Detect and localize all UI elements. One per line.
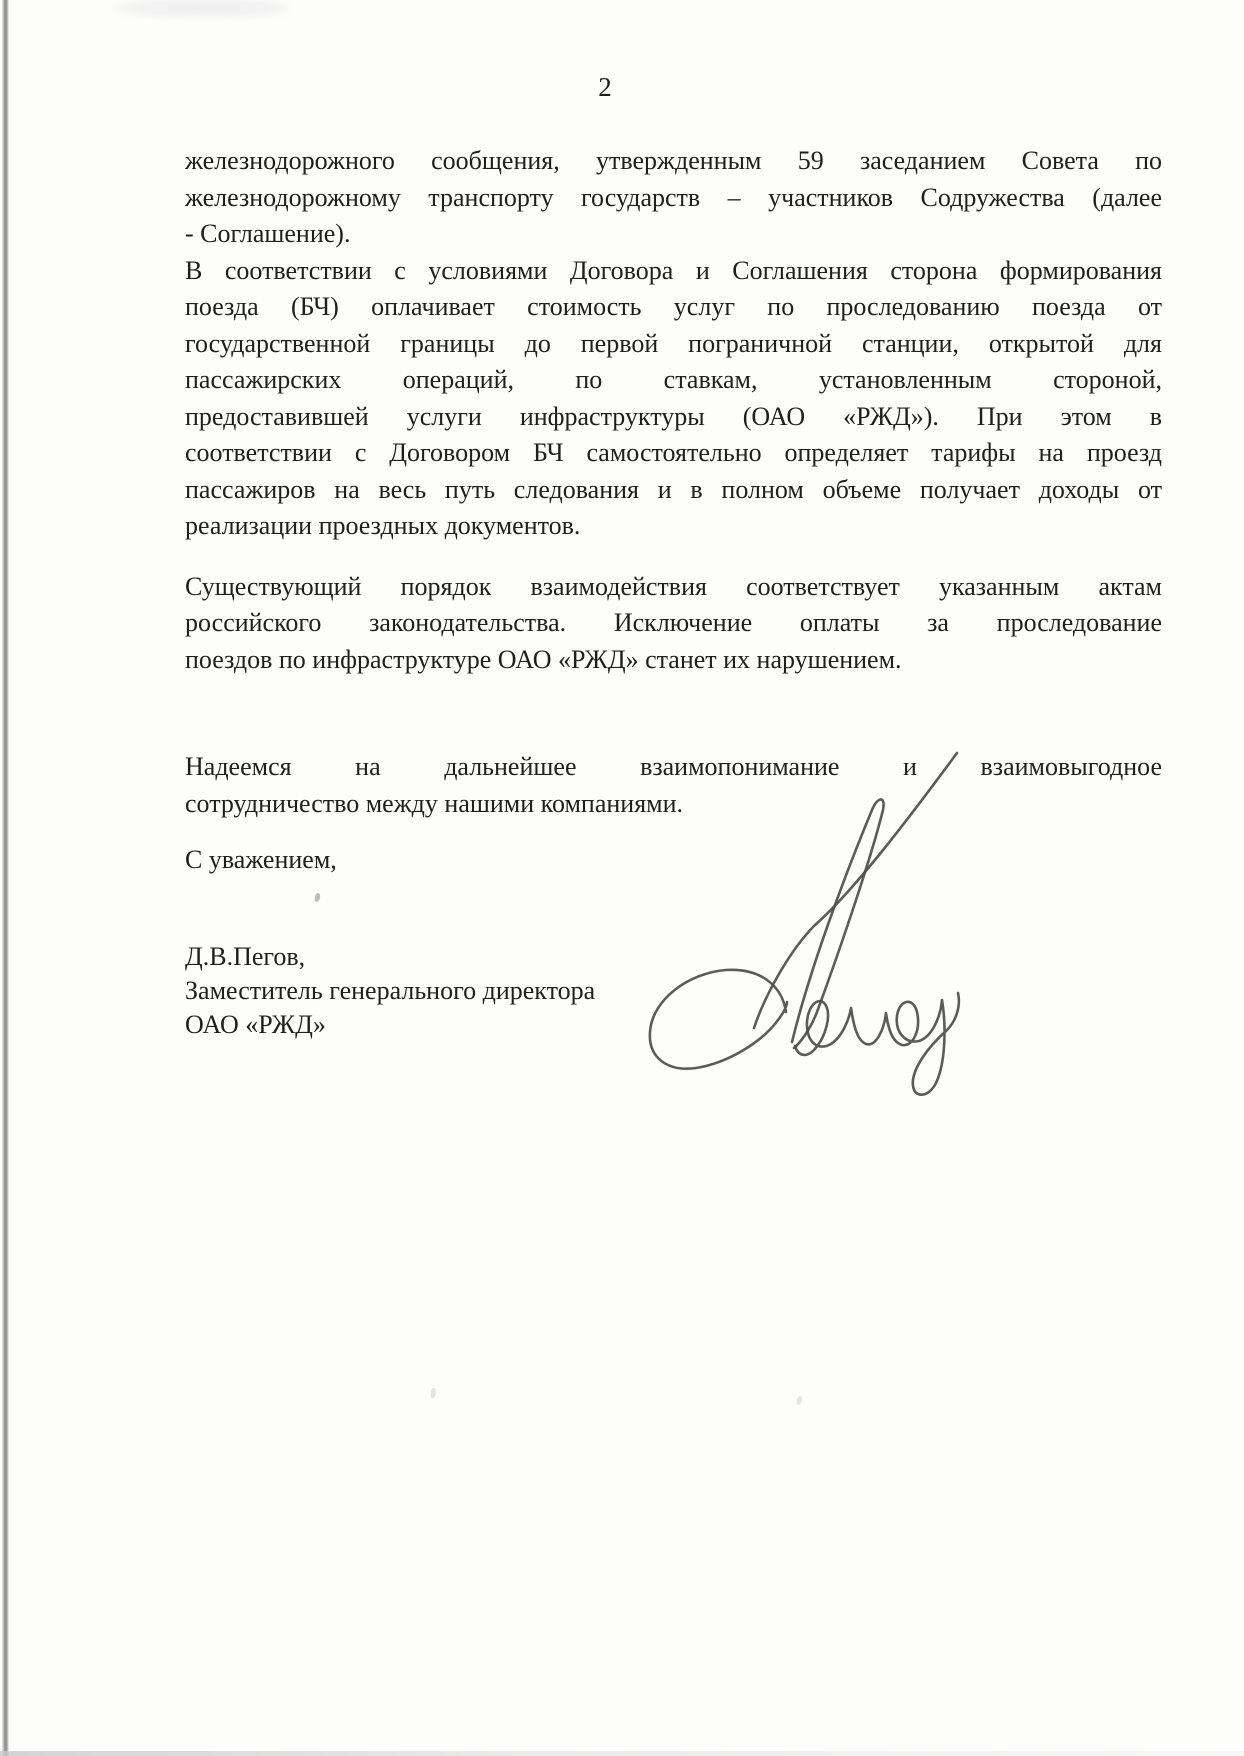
page-number: 2 (598, 72, 612, 102)
paragraph-line: железнодорожному транспорту государств – участников Содружества (далее (185, 182, 1162, 212)
paragraph-line: железнодорожного сообщения, утвержденным 59 заседанием Совета по (185, 146, 1162, 175)
closing-salutation: С уважением, (185, 845, 337, 874)
paragraph-line: пассажиров на весь путь следования и в полном объеме получает доходы от (185, 474, 1162, 504)
paragraph-line: поездов по инфраструктуре ОАО «РЖД» станет их нарушением. (185, 644, 902, 674)
paragraph-line: предоставившей услуги инфраструктуры (ОАО «РЖД»). При этом в (185, 401, 1162, 431)
paragraph-line: пассажирских операций, по ставкам, установленным стороной, (185, 365, 1162, 394)
paragraph-line: реализации проездных документов. (185, 511, 581, 540)
scan-speck (430, 1388, 437, 1399)
paragraph-line: российского законодательства. Исключение оплаты за проследование (185, 608, 1162, 637)
handwritten-signature-icon (640, 740, 970, 1110)
paragraph-existing-order (185, 569, 1162, 679)
signatory-title: Заместитель генерального директора (185, 975, 596, 1005)
paragraph-line: соответствии с Договором БЧ самостоятельно определяет тарифы на проезд (185, 438, 1162, 467)
scan-smudge (118, 0, 288, 16)
paragraph-payment-terms (185, 253, 1162, 545)
scan-speck (796, 1395, 803, 1405)
paragraph-line: государственной границы до первой пограничной станции, открытой для (185, 328, 1162, 358)
paragraph-line: В соответствии с условиями Договора и Соглашения сторона формирования (185, 255, 1162, 285)
scan-left-edge-line (2, 0, 9, 1756)
paragraph-agreement-continuation (185, 143, 1162, 253)
paragraph-line: Надеемся на дальнейшее взаимопонимание и взаимовыгодное (185, 752, 1162, 781)
signatory-company: ОАО «РЖД» (185, 1009, 326, 1039)
paragraph-line: поезда (БЧ) оплачивает стоимость услуг по проследованию поезда от (185, 292, 1162, 321)
paragraph-line: сотрудничество между нашими компаниями. (185, 788, 684, 818)
signatory-name: Д.В.Пегов, (185, 941, 306, 971)
paragraph-line: - Соглашение). (185, 219, 351, 248)
scan-bottom-edge-line (0, 1751, 1244, 1756)
paragraph-line: Существующий порядок взаимодействия соответствует указанным актам (185, 571, 1162, 601)
